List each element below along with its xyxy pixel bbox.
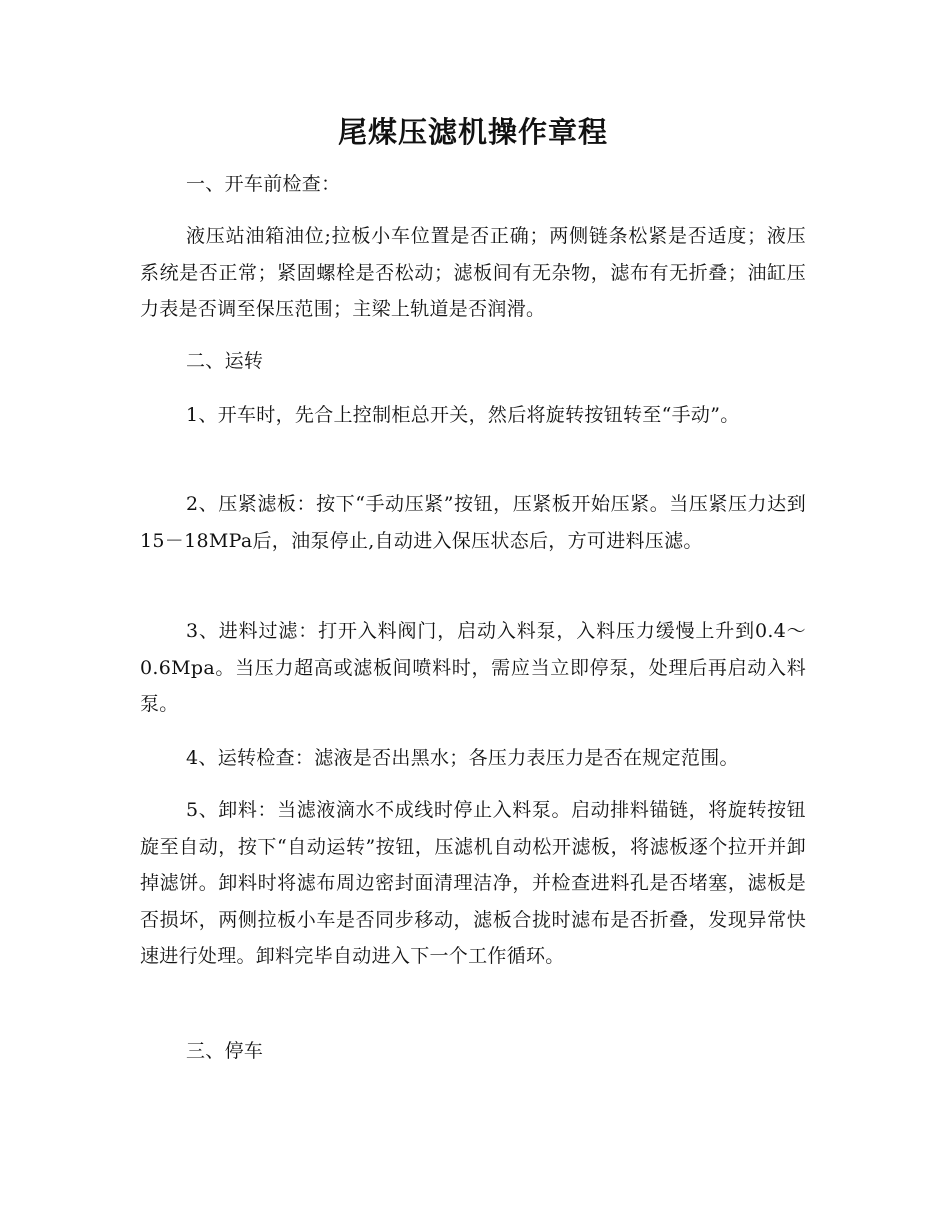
paragraph-step-2-press-plates: 2、压紧滤板：按下“手动压紧”按钮，压紧板开始压紧。当压紧压力达到15－18MPa后，油泵停止,自动进入保压状态后，方可进料压滤。 [140,493,806,552]
section-heading-shutdown: 三、停车 [186,1040,264,1062]
paragraph-pre-start-check-items: 液压站油箱油位;拉板小车位置是否正确；两侧链条松紧是否适度；液压系统是否正常；紧固螺栓是否松动；滤板间有无杂物，滤布有无折叠；油缸压力表是否调至保压范围；主梁上轨道是否润滑。 [140,225,806,320]
section-heading-operation: 二、运转 [186,350,264,372]
paragraph-step-5-discharge: 5、卸料：当滤液滴水不成线时停止入料泵。启动排料锚链，将旋转按钮旋至自动，按下“自动运转”按钮，压滤机自动松开滤板，将滤板逐个拉开并卸掉滤饼。卸料时将滤布周边密封面清理洁净，并检查进料孔是否堵塞，滤板是否损坏，两侧拉板小车是否同步移动，滤板合拢时滤布是否折叠，发现异常快速进行处理。卸料完毕自动进入下一个工作循环。 [140,799,806,967]
paragraph-step-4-running-check: 4、运转检查：滤液是否出黑水；各压力表压力是否在规定范围。 [186,747,739,769]
paragraph-step-1-startup: 1、开车时，先合上控制柜总开关，然后将旋转按钮转至“手动”。 [186,404,740,426]
section-heading-pre-start-check: 一、开车前检查： [186,173,341,195]
page-title: 尾煤压滤机操作章程 [337,115,608,149]
paragraph-step-3-feed-filtration: 3、进料过滤：打开入料阀门，启动入料泵，入料压力缓慢上升到0.4～0.6Mpa。当压力超高或滤板间喷料时，需应当立即停泵，处理后再启动入料泵。 [140,620,806,715]
